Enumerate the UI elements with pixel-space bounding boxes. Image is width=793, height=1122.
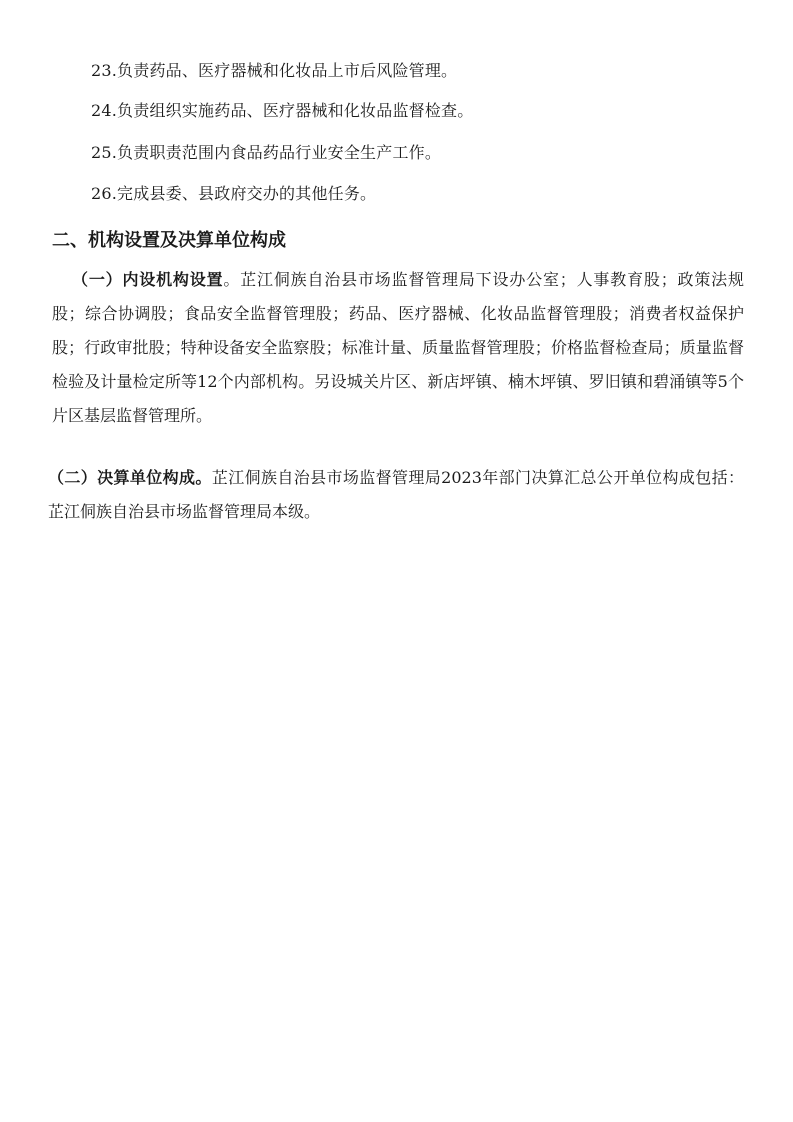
section-heading: 二、机构设置及决算单位构成 (52, 230, 286, 251)
subsection-org-title: （一）内设机构设置 (72, 270, 224, 289)
subsection-org-body: 。芷江侗族自治县市场监督管理局下设办公室；人事教育股；政策法规股；综合协调股；食品安全监督管理股；药品、医疗器械、化妆品监督管理股；消费者权益保护股；行政审批股；特种设备安全监察股；标准计量、质量监督管理股；价格监督检查局；质量监督检验及计量检定所等12个内部机构。另设城关片区、新店坪镇、楠木坪镇、罗旧镇和碧涌镇等5个片区基层监督管理所。 (52, 270, 744, 425)
list-item-26: 26.完成县委、县政府交办的其他任务。 (91, 184, 377, 203)
subsection-org-structure (52, 263, 744, 433)
subsection-units-body: 芷江侗族自治县市场监督管理局2023年部门决算汇总公开单位构成包括：芷江侗族自治县市场监督管理局本级。 (48, 468, 744, 521)
list-item-23: 23.负责药品、医疗器械和化妆品上市后风险管理。 (91, 61, 458, 80)
subsection-units (48, 461, 744, 529)
list-item-25: 25.负责职责范围内食品药品行业安全生产工作。 (91, 143, 442, 162)
list-item-24: 24.负责组织实施药品、医疗器械和化妆品监督检查。 (91, 101, 474, 120)
subsection-units-title: （二）决算单位构成。 (48, 468, 212, 487)
